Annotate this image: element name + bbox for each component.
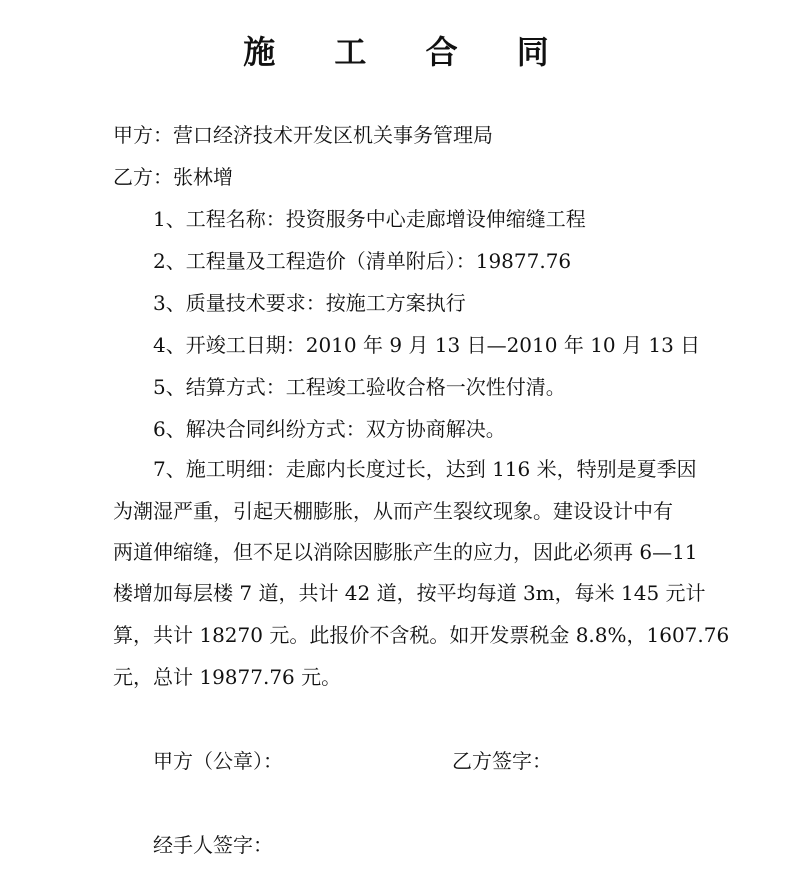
clause-construction-details-line: 为潮湿严重，引起天棚膨胀，从而产生裂纹现象。建设设计中有: [113, 499, 673, 523]
clause-construction-details-line: 7、施工明细：走廊内长度过长，达到 116 米，特别是夏季因: [153, 457, 697, 481]
clause-dispute-resolution: 6、解决合同纠纷方式：双方协商解决。: [153, 417, 506, 441]
party-a-line: 甲方：营口经济技术开发区机关事务管理局: [113, 123, 493, 147]
clause-schedule-dates: 4、开竣工日期：2010 年 9 月 13 日—2010 年 10 月 13 日: [153, 333, 701, 357]
clause-quality-requirements: 3、质量技术要求：按施工方案执行: [153, 291, 466, 315]
handler-signature-label: 经手人签字：: [153, 833, 273, 857]
party-b-signature-label: 乙方签字：: [452, 749, 552, 773]
clause-construction-details-line: 楼增加每层楼 7 道，共计 42 道，按平均每道 3m，每米 145 元计: [113, 581, 706, 605]
clause-construction-details-line: 元，总计 19877.76 元。: [113, 665, 342, 689]
party-a-seal-label: 甲方（公章）：: [153, 749, 283, 773]
party-b-line: 乙方：张林增: [113, 165, 233, 189]
clause-construction-details-line: 两道伸缩缝，但不足以消除因膨胀产生的应力，因此必须再 6—11: [113, 540, 698, 564]
clause-settlement-method: 5、结算方式：工程竣工验收合格一次性付清。: [153, 375, 566, 399]
clause-project-name: 1、工程名称：投资服务中心走廊增设伸缩缝工程: [153, 207, 586, 231]
clause-project-cost: 2、工程量及工程造价（清单附后）：19877.76: [153, 249, 572, 273]
document-title: 施 工 合 同: [243, 33, 573, 71]
clause-construction-details-line: 算，共计 18270 元。此报价不含税。如开发票税金 8.8%，1607.76: [113, 623, 730, 647]
